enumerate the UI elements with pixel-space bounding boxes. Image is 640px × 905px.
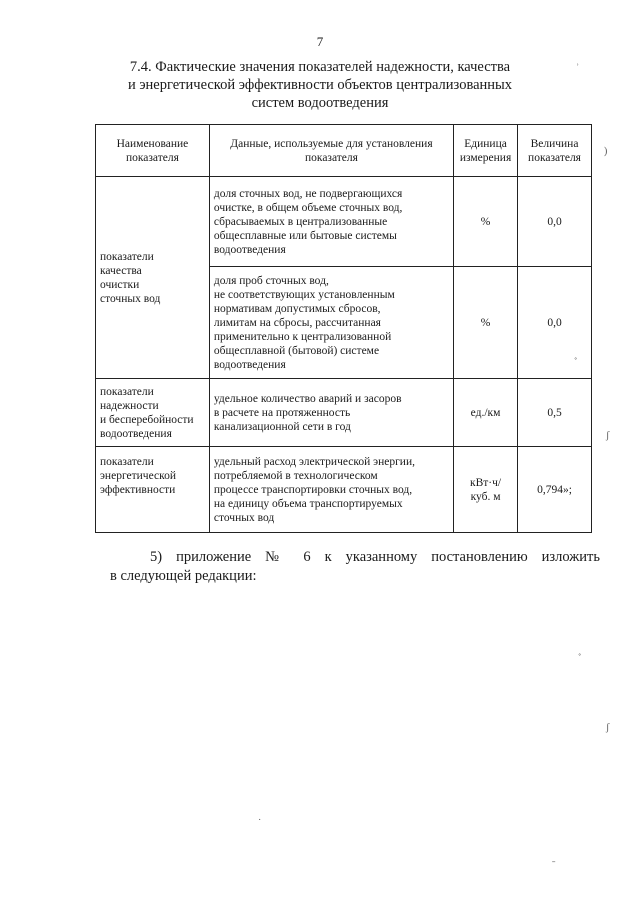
text-line: доля проб сточных вод, [213, 274, 329, 287]
amendment-paragraph [110, 548, 600, 586]
text-line: Наименование [116, 137, 189, 150]
text-line: надежности [100, 399, 159, 412]
text-line: водоотведения [100, 427, 172, 440]
text-line: не соответствующих установленным [213, 288, 395, 301]
text-line: показателя [125, 151, 179, 164]
text-line: ед./км [470, 406, 501, 419]
row-value: 0,0 [518, 177, 592, 267]
scan-speck: ʃ [606, 722, 610, 733]
scan-speck: ˒ [576, 58, 580, 69]
row-data-description [209, 177, 453, 267]
text-line: удельное количество аварий и засоров [213, 392, 402, 405]
paragraph-line: 5) приложение № 6 к указанному постановлению изложить [150, 549, 600, 565]
text-line: Данные, используемые для установления [230, 137, 433, 150]
page-number: 7 [316, 34, 324, 49]
text-line: сточных вод [213, 511, 275, 524]
text-line: Единица [464, 137, 507, 150]
row-unit [454, 379, 518, 447]
section-title-line: систем водоотведения [251, 95, 389, 111]
header-data-used [209, 125, 453, 177]
scan-speck: ) [604, 146, 608, 157]
indicator-group-name [96, 447, 210, 533]
scan-speck: ˳ [578, 645, 582, 656]
text-line: водоотведения [213, 243, 286, 256]
text-line: потребляемой в технологическом [213, 469, 378, 482]
text-line: Величина [530, 137, 579, 150]
text-line: общесплавной (бытовой) системе [213, 344, 380, 357]
text-line: показателя [305, 151, 358, 164]
section-title-line: 7.4. Фактические значения показателей надежности, качества [129, 59, 511, 75]
text-line: удельный расход электрической энергии, [213, 455, 415, 468]
row-unit [454, 267, 518, 379]
text-line: водоотведения [213, 358, 286, 371]
scan-speck: ˗ [552, 856, 556, 867]
row-data-description [209, 447, 453, 533]
header-value [518, 125, 592, 177]
scan-speck: ˙ [258, 818, 262, 829]
row-data-description [209, 379, 453, 447]
text-line: показатели [100, 250, 154, 263]
text-line: на единицу объема транспортируемых [213, 497, 403, 510]
section-title-line: и энергетической эффективности объектов централизованных [127, 77, 513, 93]
text-line: нормативам допустимых сбросов, [213, 302, 381, 315]
header-indicator-name [96, 125, 210, 177]
text-line: сбрасываемых в централизованные [213, 215, 388, 228]
indicators-table [95, 124, 592, 533]
row-value: 0,0 [518, 267, 592, 379]
row-unit [454, 177, 518, 267]
row-value: 0,5 [518, 379, 592, 447]
table-row [96, 379, 592, 447]
section-title [110, 58, 530, 112]
text-line: показатели [100, 385, 154, 398]
text-line: % [480, 316, 491, 329]
text-line: в расчете на протяженность [213, 406, 351, 419]
text-line: эффективности [100, 484, 176, 496]
text-line: % [480, 215, 491, 228]
text-line: лимитам на сбросы, рассчитанная [213, 316, 381, 329]
text-line: доля сточных вод, не подвергающихся [213, 187, 403, 200]
text-line: куб. м [470, 490, 501, 503]
table-row [96, 447, 592, 533]
scan-speck: ˳ [574, 349, 578, 360]
row-value: 0,794»; [518, 447, 592, 533]
text-line: качества [100, 264, 142, 277]
text-line: канализационной сети в год [213, 420, 351, 433]
text-line: и бесперебойности [100, 413, 194, 426]
scan-speck: ʃ [606, 430, 610, 441]
text-line: показатели [100, 456, 154, 468]
text-line: процессе транспортировки сточных вод, [213, 483, 413, 496]
text-line: применительно к централизованной [213, 330, 392, 343]
text-line: очистке, в общем объеме сточных вод, [213, 201, 403, 214]
text-line: сточных вод [100, 292, 161, 305]
text-line: общесплавные или бытовые системы [213, 229, 397, 242]
indicator-group-name [96, 177, 210, 379]
row-unit [454, 447, 518, 533]
table-header-row [96, 125, 592, 177]
text-line: энергетической [100, 470, 176, 482]
text-line: очистки [100, 278, 140, 291]
text-line: показателя [528, 151, 581, 164]
row-data-description [209, 267, 453, 379]
table-row [96, 177, 592, 267]
indicator-group-name [96, 379, 210, 447]
header-unit [454, 125, 518, 177]
text-line: измерения [459, 151, 512, 164]
paragraph-line: в следующей редакции: [110, 568, 257, 584]
text-line: кВт·ч/ [470, 476, 502, 489]
